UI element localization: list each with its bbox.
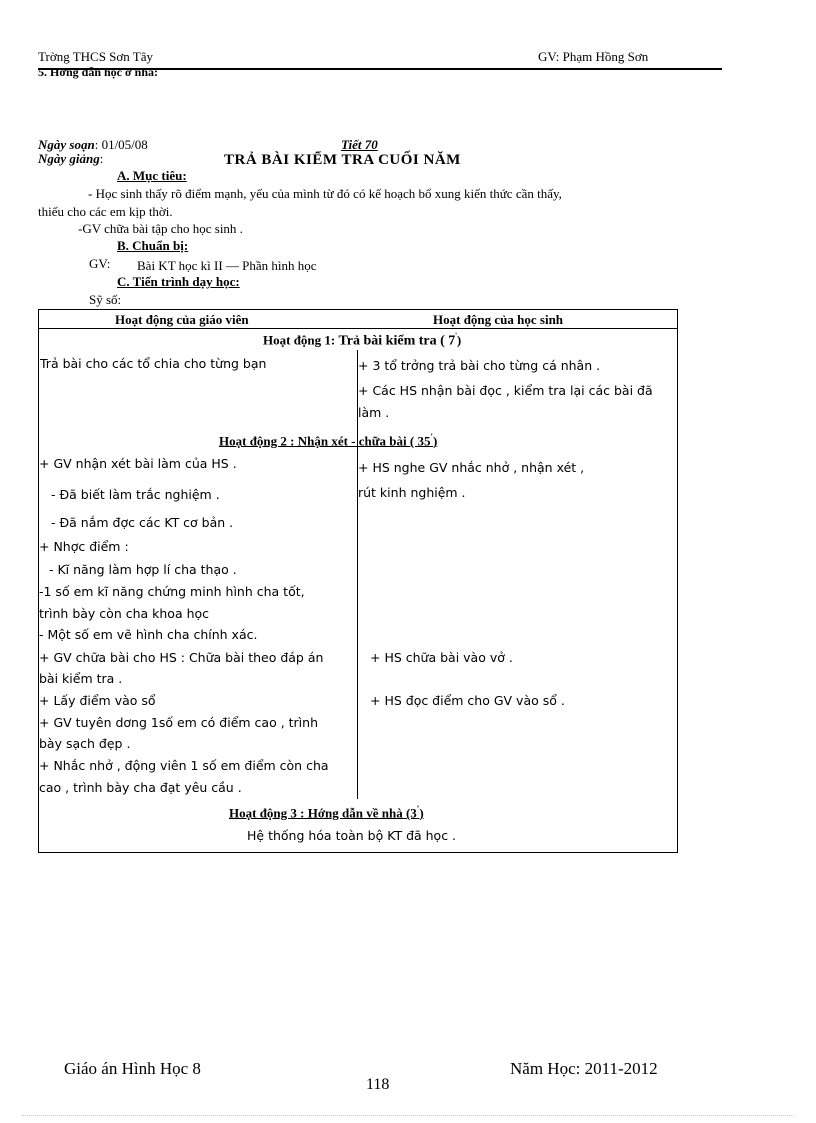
preparation-gv-label: GV: [89,256,111,271]
page-bottom-border [22,1115,794,1116]
date-prepared-value: : 01/05/08 [94,137,148,152]
preparation-gv-value: Bài KT học kì II — Phần hình học [137,258,317,273]
date-taught-label: Ngày giảng [38,151,100,166]
objectives-heading: A. Mục tiêu: [117,168,187,183]
previous-section-heading: 5. Hớng dẫn học ở nhà: [38,65,158,79]
footer-left: Giáo án Hình Học 8 [64,1059,201,1078]
activity-1-student-line: + Các HS nhận bài đọc , kiểm tra lại các bài đã [358,383,653,398]
activity-1-student-line: làm . [358,405,390,420]
activity-3-text: Hệ thống hóa toàn bộ KT đã học . [247,828,457,843]
header-divider [39,328,677,329]
activity-2-title: Hoạt động 2 : Nhận xét - chữa bài ( 35') [219,432,438,449]
activity-2-teacher-line: + Nhợc điểm : [39,539,129,554]
teacher-name: GV: Phạm Hồng Sơn [538,49,649,64]
process-heading: C. Tiến trình dạy học: [117,274,240,289]
activity-2-teacher-line: + GV nhận xét bài làm của HS . [39,456,237,471]
activity-2-teacher-line: + GV chữa bài cho HS : Chữa bài theo đáp án [39,650,324,665]
period-number: Tiết 70 [341,137,378,152]
activity-2-teacher-line: - Một số em vẽ hình cha chính xác. [39,627,258,642]
activity-2-teacher-line: trình bày còn cha khoa học [39,606,210,621]
activity-1-subtitle: Trả bài kiểm tra ( 7 [338,333,456,349]
activity-2-teacher-line: + Nhắc nhở , động viên 1 số em điểm còn cha [39,758,329,773]
date-taught [38,151,103,167]
activity-2-student-line: + HS chữa bài vào vở . [370,650,513,665]
activity-2-teacher-line: + Lấy điểm vào sổ [39,693,156,708]
activity-3-title: Hoạt động 3 : Hớng dẫn về nhà (3') [229,804,424,821]
activity-2-student-line: + HS nghe GV nhắc nhở , nhận xét , [358,460,585,475]
class-size-label: Sỹ số: [89,292,122,307]
date-prepared-label: Ngày soạn [38,137,95,152]
column-header-student: Hoạt động của học sinh [433,312,564,327]
objectives-line-1: - Học sinh thấy rõ điểm mạnh, yếu của mình từ đó có kế hoạch bổ xung kiến thức cần thấy, [88,186,562,201]
activity-1-title: Hoạt động 1: Trả bài kiểm tra ( 7') [263,331,462,349]
activity-2-student-line: + HS đọc điểm cho GV vào sổ . [370,693,565,708]
activity-table [38,309,678,853]
lesson-title: TRẢ BÀI KIỂM TRA CUỐI NĂM [224,152,461,168]
activity-2-teacher-line: -1 số em kĩ năng chứng minh hình cha tốt, [39,584,305,599]
footer-right: Năm Học: 2011-2012 [510,1059,658,1078]
page-number: 118 [366,1076,390,1093]
objectives-line-3: -GV chữa bài tập cho học sinh . [78,221,243,236]
column-header-teacher: Hoạt động của giáo viên [115,312,249,327]
preparation-heading: B. Chuẩn bị: [117,238,189,253]
activity-2-teacher-line: cao , trình bày cha đạt yêu cầu . [39,780,242,795]
date-taught-colon: : [99,151,104,166]
activity-2-teacher-line: - Đã biết làm trắc nghiệm . [51,487,220,502]
activity-2-teacher-line: bày sạch đẹp . [39,736,131,751]
activity-2-teacher-line: bài kiểm tra . [39,671,123,686]
activity-2-student-line: rút kinh nghiệm . [358,485,466,500]
school-name: Trờng THCS Sơn Tây [38,49,154,64]
activity-2-teacher-line: - Kĩ năng làm hợp lí cha thạo . [49,562,237,577]
activity-2-teacher-line: + GV tuyên dơng 1số em có điểm cao , trình [39,715,319,730]
activity-1-student-line: + 3 tổ trởng trả bài cho từng cá nhân . [358,358,601,373]
activity-2-teacher-line: - Đã nắm đợc các KT cơ bản . [51,515,234,530]
objectives-line-2: thiếu cho các em kịp thời. [38,204,173,219]
activity-1-teacher: Trả bài cho các tổ chia cho từng bạn [40,356,267,371]
